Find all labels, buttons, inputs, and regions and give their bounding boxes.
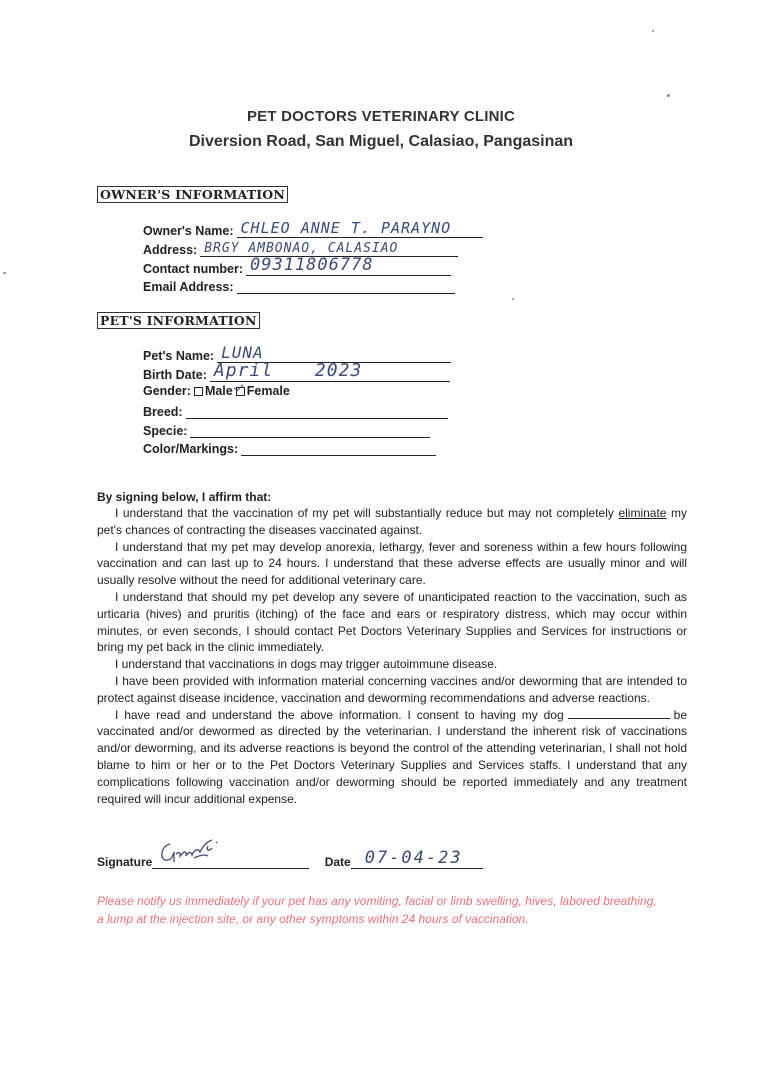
owner-address-value: BRGY AMBONAO, CALASIAO [204, 241, 399, 256]
consent-paragraph-1: I understand that the vaccination of my pet will substantially reduce but may not completely eliminate my pet's chances of contracting the diseases vaccinated against. [97, 506, 687, 537]
owner-name-input[interactable] [237, 221, 483, 238]
owner-contact-value: 09311806778 [250, 255, 374, 275]
scan-speck [512, 298, 514, 300]
pet-birth-date-input[interactable] [210, 360, 450, 382]
pet-birth-date-label: Birth Date: [143, 368, 207, 382]
pet-birth-date-field [143, 360, 450, 383]
owner-contact-field [143, 255, 451, 277]
post-vaccination-notice: Please notify us immediately if your pet has any vomiting, facial or limb swelling, hives, labored breathing, a lump at the injection site, or any other symptoms within 24 hours of vaccination. [97, 894, 657, 926]
pet-color-input[interactable] [241, 439, 436, 456]
pet-breed-input[interactable] [186, 402, 448, 419]
owner-contact-input[interactable] [246, 255, 451, 276]
scan-speck [667, 94, 670, 97]
pet-gender-field [143, 384, 290, 402]
date-label: Date [324, 855, 351, 869]
owner-address-label: Address: [143, 243, 198, 257]
consent-paragraph-5: I have been provided with information material concerning vaccines and/or deworming that are intended to protect against disease incidence, vaccination and deworming recommendations and adverse reactions. [97, 673, 687, 705]
gender-male-label: Male [204, 384, 233, 398]
date-value: 07-04-23 [364, 848, 463, 868]
consent-paragraph-6: I have read and understand the above information. I consent to having my dog be vaccinated and/or dewormed as directed by the veterinarian. I understand the inherent risk of vaccinations and/or deworming, and its adverse reactions is beyond the control of the attending veterinarian, I shall not hold blame to him or her or to the Pet Doctors Veterinary Supplies and Services staffs. I understand that any complications following vaccination and/or deworming should be reported immediately and any treatment required will incur additional expense. [97, 707, 687, 806]
dog-name-blank[interactable] [568, 708, 670, 719]
clinic-name: PET DOCTORS VETERINARY CLINIC [246, 108, 516, 125]
pet-specie-label: Specie: [143, 424, 188, 438]
owner-name-label: Owner's Name: [143, 224, 234, 238]
gender-female-label: Female [246, 384, 290, 398]
handwritten-signature [156, 836, 231, 866]
pet-name-value: LUNA [221, 343, 264, 362]
owner-email-label: Email Address: [143, 280, 234, 294]
clinic-header [0, 108, 762, 151]
consent-text [97, 505, 687, 807]
pet-birth-date-value: April 2023 [213, 360, 363, 381]
pet-breed-label: Breed: [143, 405, 183, 419]
signature-row [97, 848, 483, 869]
consent-paragraph-2: I understand that my pet may develop anorexia, lethargy, fever and soreness within a few hours following vaccination and can last up to 24 hours. I understand that these adverse effects are usually minor and will usually resolve without the need for additional veterinary care. [97, 539, 687, 588]
pet-color-field [143, 439, 436, 457]
clinic-address: Diversion Road, San Miguel, Calasiao, Pangasinan [188, 133, 574, 150]
owner-contact-label: Contact number: [143, 262, 243, 276]
date-input[interactable] [351, 848, 483, 869]
pet-name-label: Pet's Name: [143, 349, 215, 363]
signature-input[interactable] [152, 848, 309, 869]
pet-specie-input[interactable] [190, 421, 430, 438]
pet-section-title: PET'S INFORMATION [97, 312, 260, 329]
consent-paragraph-3: I understand that should my pet develop any severe of unanticipated reaction to the vaccination, such as urticaria (hives) and pruritis (itching) of the face and ears or respiratory distress, which may occur within minutes, or even seconds, I should contact Pet Doctors Veterinary Supplies and Services for instructions or bring my pet back in the clinic immediately. [97, 589, 687, 655]
signature-label: Signature [97, 855, 153, 869]
scan-speck [652, 30, 654, 32]
pet-color-label: Color/Markings: [143, 442, 239, 456]
pet-gender-label: Gender: [143, 384, 191, 398]
owner-name-value: CHLEO ANNE T. PARAYNO [240, 219, 452, 237]
pet-breed-field [143, 402, 448, 420]
consent-paragraph-4: I understand that vaccinations in dogs may trigger autoimmune disease. [115, 657, 498, 672]
gender-female-checkbox[interactable] [236, 387, 245, 396]
owner-email-field [143, 277, 455, 295]
owner-name-field [143, 221, 483, 239]
pet-specie-field [143, 421, 430, 439]
owner-section-title: OWNER'S INFORMATION [97, 186, 288, 203]
affirm-heading: By signing below, I affirm that: [97, 490, 272, 504]
scan-speck [3, 272, 6, 274]
owner-email-input[interactable] [237, 277, 455, 294]
gender-male-checkbox[interactable] [194, 387, 203, 396]
